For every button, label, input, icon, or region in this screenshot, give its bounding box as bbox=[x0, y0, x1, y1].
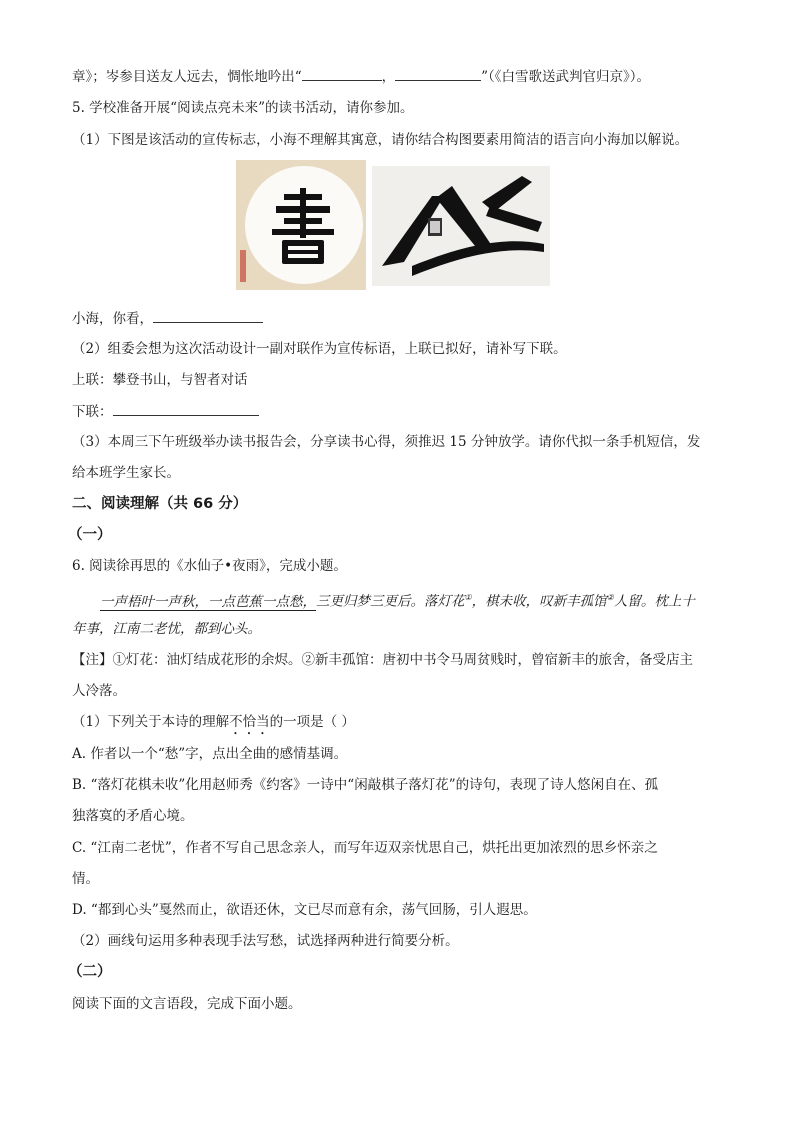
answer-blank-1[interactable] bbox=[302, 66, 382, 81]
question-7-intro: 阅读下面的文言语段，完成下面小题。 bbox=[72, 996, 302, 1012]
xiaohai-line: 小海，你看， bbox=[72, 308, 263, 329]
xialian-line: 下联： bbox=[72, 401, 259, 422]
note-line-2: 人冷落。 bbox=[72, 683, 126, 699]
emphasized-text: 不恰当 bbox=[229, 714, 270, 730]
option-c-line-1: C. “江南二老忧”，作者不写自己思念亲人，而写年迈双亲忧思自己，烘托出更加浓烈的思乡怀亲之 bbox=[72, 840, 658, 856]
question-5-3a: （3）本周三下午班级举办读书报告会，分享读书心得，须推迟 15 分钟放学。请你代拟一条手机短信，发 bbox=[72, 434, 701, 450]
option-b-line-1: B. “落灯花棋未收”化用赵师秀《约客》一诗中“闲敲棋子落灯花”的诗句，表现了诗人悠闲自在、孤 bbox=[72, 777, 659, 793]
question-5: 5. 学校准备开展“阅读点亮未来”的读书活动，请你参加。 bbox=[72, 100, 414, 116]
underlined-poem-sentence: 一声梧叶一声秋，一点芭蕉一点愁， bbox=[100, 593, 316, 610]
question-6-2: （2）画线句运用多种表现手法写愁，试选择两种进行简要分析。 bbox=[72, 933, 459, 949]
shu-calligraphy-icon bbox=[236, 160, 366, 290]
question-5-2: （2）组委会想为这次活动设计一副对联作为宣传标语，上联已拟好，请补写下联。 bbox=[72, 341, 567, 357]
text-line-1: 章》；岑参目送友人远去，惆怅地吟出“ ， ”（《白雪歌送武判官归京》）。 bbox=[72, 66, 650, 87]
note-line-1: 【注】①灯花：油灯结成花形的余烬。②新丰孤馆：唐初中书令马周贫贱时，曾宿新丰的旅舍，备受店主 bbox=[72, 652, 693, 668]
answer-blank-4[interactable] bbox=[113, 401, 259, 416]
zhong-calligraphy-icon bbox=[372, 166, 550, 286]
option-d: D. “都到心头”戛然而止，欲语还休，文已尽而意有余，荡气回肠，引人遐思。 bbox=[72, 902, 537, 918]
answer-blank-3[interactable] bbox=[153, 308, 263, 323]
campaign-logo-people bbox=[372, 166, 550, 286]
question-6: 6. 阅读徐再思的《水仙子•夜雨》，完成小题。 bbox=[72, 558, 347, 574]
option-c-line-2: 情。 bbox=[72, 871, 99, 887]
question-6-1: （1）下列关于本诗的理解不恰当的一项是（ ） bbox=[72, 714, 355, 730]
section-2-heading: 二、阅读理解（共 66 分） bbox=[72, 496, 248, 512]
part-1-heading: （一） bbox=[68, 527, 112, 543]
part-2-heading: （二） bbox=[68, 964, 112, 980]
poem-line-1: 一声梧叶一声秋，一点芭蕉一点愁，三更归梦三更后。落灯花①，棋未收，叹新丰孤馆②人留。枕上十 bbox=[100, 593, 695, 610]
option-b-line-2: 独落寞的矛盾心境。 bbox=[72, 808, 194, 824]
poem-line-2: 年事，江南二老忧，都到心头。 bbox=[72, 621, 261, 637]
shanglian: 上联：攀登书山，与智者对话 bbox=[72, 372, 248, 388]
question-5-1: （1）下图是该活动的宣传标志，小海不理解其寓意，请你结合构图要素用简洁的语言向小海加以解说。 bbox=[72, 132, 689, 148]
question-5-3b: 给本班学生家长。 bbox=[72, 465, 180, 481]
answer-blank-2[interactable] bbox=[395, 66, 481, 81]
campaign-logo-book bbox=[236, 160, 366, 290]
option-a: A. 作者以一个“愁”字，点出全曲的感情基调。 bbox=[72, 746, 348, 762]
